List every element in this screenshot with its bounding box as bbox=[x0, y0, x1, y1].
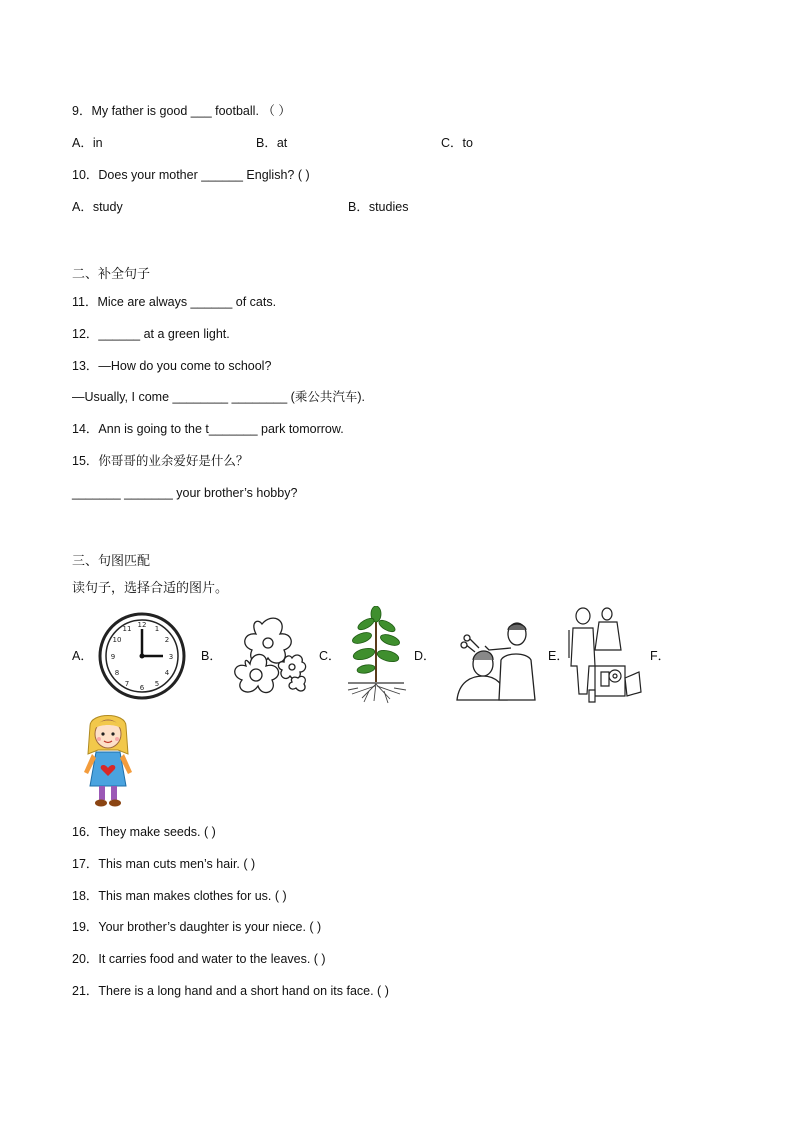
barber-icon bbox=[455, 620, 541, 704]
svg-text:2: 2 bbox=[164, 636, 170, 644]
svg-text:8: 8 bbox=[114, 669, 120, 677]
pic-label-e: E． bbox=[548, 649, 569, 663]
section-3-heading: 三、句图匹配 bbox=[72, 553, 151, 568]
girl-icon bbox=[78, 712, 138, 810]
pic-label-c: C． bbox=[319, 649, 341, 663]
question-15-answer: _______ _______ your brother’s hobby? bbox=[72, 486, 298, 500]
q10-option-a[interactable]: A．study bbox=[72, 200, 123, 214]
section-3-instruction: 读句子，选择合适的图片。 bbox=[72, 580, 229, 595]
svg-text:6: 6 bbox=[139, 684, 145, 692]
q9-option-a[interactable]: A．in bbox=[72, 136, 103, 150]
clock-icon bbox=[97, 612, 187, 700]
svg-text:12: 12 bbox=[137, 621, 147, 629]
question-16: 16．They make seeds. ( ) bbox=[72, 825, 216, 839]
plant-icon bbox=[344, 606, 408, 704]
svg-text:7: 7 bbox=[124, 680, 130, 688]
question-18: 18．This man makes clothes for us. ( ) bbox=[72, 889, 287, 903]
svg-text:3: 3 bbox=[168, 653, 174, 661]
tailor-icon bbox=[565, 606, 643, 704]
question-14: 14．Ann is going to the t_______ park tomorrow. bbox=[72, 422, 344, 436]
question-12: 12．______ at a green light. bbox=[72, 327, 230, 341]
svg-text:4: 4 bbox=[164, 669, 170, 677]
svg-text:11: 11 bbox=[122, 625, 132, 633]
question-19: 19．Your brother’s daughter is your niece. ( ) bbox=[72, 920, 322, 934]
q10-option-b[interactable]: B．studies bbox=[348, 200, 409, 214]
pic-label-b: B． bbox=[201, 649, 222, 663]
svg-text:5: 5 bbox=[154, 680, 160, 688]
question-17: 17．This man cuts men’s hair. ( ) bbox=[72, 857, 256, 871]
q9-option-c[interactable]: C．to bbox=[441, 136, 473, 150]
question-11: 11．Mice are always ______ of cats. bbox=[72, 295, 277, 309]
question-21: 21．There is a long hand and a short hand on its face. ( ) bbox=[72, 984, 389, 998]
section-2-heading: 二、补全句子 bbox=[72, 266, 151, 281]
q9-option-b[interactable]: B．at bbox=[256, 136, 288, 150]
pic-label-d: D． bbox=[414, 649, 436, 663]
flower-icon bbox=[222, 612, 310, 704]
svg-text:10: 10 bbox=[112, 636, 122, 644]
question-15: 15．你哥哥的业余爱好是什么？ bbox=[72, 454, 249, 468]
pic-label-a: A． bbox=[72, 649, 93, 663]
pic-label-f: F． bbox=[650, 649, 671, 663]
question-13: 13．—How do you come to school? bbox=[72, 359, 272, 373]
svg-text:9: 9 bbox=[110, 653, 116, 661]
question-9: 9．My father is good ___ football. （ ） bbox=[72, 104, 291, 118]
question-20: 20．It carries food and water to the leaves. ( ) bbox=[72, 952, 326, 966]
question-13-answer: —Usually, I come ________ ________ (乘公共汽车). bbox=[72, 390, 365, 404]
svg-text:1: 1 bbox=[154, 625, 160, 633]
question-10: 10．Does your mother ______ English? ( ) bbox=[72, 168, 310, 182]
